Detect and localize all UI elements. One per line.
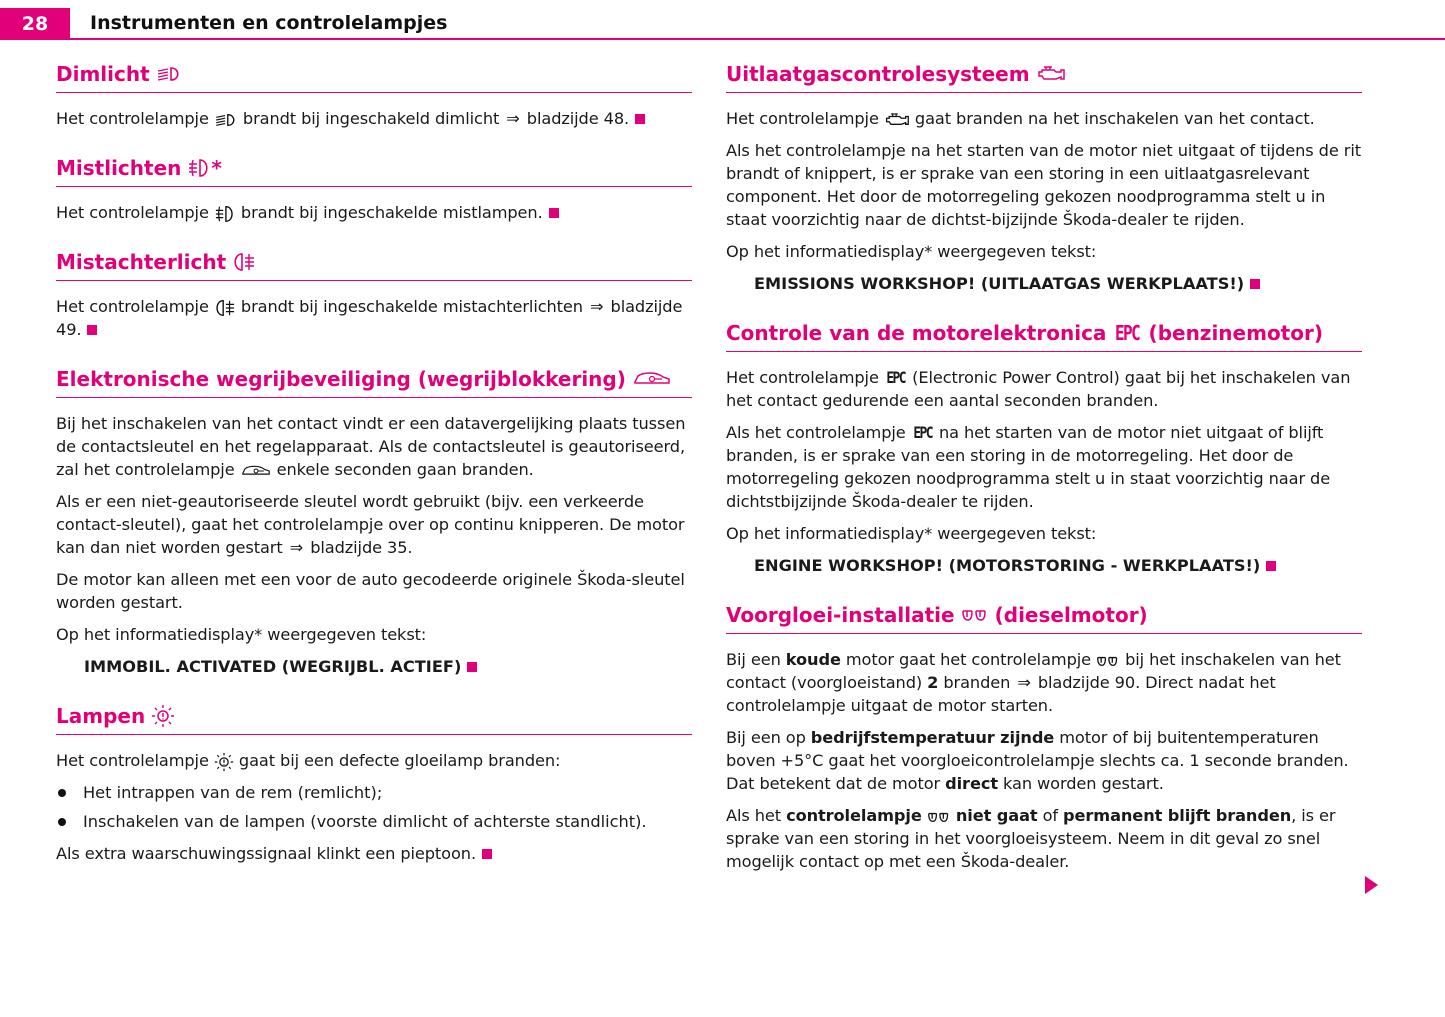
page-reference[interactable]: bladzijde 49. xyxy=(56,297,683,339)
glow-plug-icon xyxy=(927,810,951,824)
paragraph: De motor kan alleen met een voor de auto gecodeerde originele Škoda-sleutel worden gestart. xyxy=(56,570,685,612)
paragraph: Het controlelampje gaat branden na het inschakelen van het contact. xyxy=(726,109,1315,128)
paragraph: Het controlelampje brandt bij ingeschakelde mistachterlichten ⇒ bladzijde 49. xyxy=(56,297,683,339)
paragraph: Op het informatiedisplay* weergegeven tekst: xyxy=(726,242,1097,261)
section-end-marker xyxy=(635,114,645,124)
page-reference[interactable]: bladzijde 90. Direct nadat het controlelampje uitgaat de motor starten. xyxy=(726,673,1276,715)
car-key-icon xyxy=(632,370,672,388)
reference-arrow-icon: ⇒ xyxy=(590,297,604,316)
paragraph: Bij een koude motor gaat het controlelampje bij het inschakelen van het contact (voorgloeistand) 2 branden ⇒ bladzijde 90. Direct nadat het controlelampje uitgaat de motor starten. xyxy=(726,650,1341,715)
section-end-marker xyxy=(467,662,477,672)
low-beam-icon xyxy=(214,112,238,128)
section-title: Mistachterlicht xyxy=(56,250,692,281)
section-title: Lampen xyxy=(56,704,692,735)
page-header xyxy=(0,0,1445,42)
paragraph: Als er een niet-geautoriseerde sleutel wordt gebruikt (bijv. een verkeerde contact-sleutel), gaat het controlelampje over op continu knipperen. De motor kan dan niet worden gestart ⇒ bladzijde 35. xyxy=(56,492,685,557)
display-message: EMISSIONS WORKSHOP! (UITLAATGAS WERKPLAATS!) xyxy=(754,272,1362,295)
section-title: Elektronische wegrijbeveiliging (wegrijblokkering) xyxy=(56,367,692,398)
header-divider xyxy=(70,38,1445,40)
section-end-marker xyxy=(549,208,559,218)
bulb-failure-icon xyxy=(214,752,234,772)
glow-plug-icon xyxy=(1096,654,1120,668)
section-title: Mistlichten * xyxy=(56,156,692,187)
bulb-failure-icon xyxy=(151,704,175,728)
next-page-arrow-icon[interactable] xyxy=(1365,876,1378,894)
bullet-list xyxy=(56,781,692,833)
display-message: ENGINE WORKSHOP! (MOTORSTORING - WERKPLAATS!) xyxy=(754,554,1362,577)
list-item: Het intrappen van de rem (remlicht); xyxy=(56,781,692,804)
paragraph: Het controlelampje brandt bij ingeschakelde mistlampen. xyxy=(56,201,692,224)
section-title: Voorgloei-installatie (dieselmotor) xyxy=(726,603,1362,634)
section-title: Uitlaatgascontrolesysteem xyxy=(726,62,1362,93)
left-column xyxy=(56,62,692,874)
epc-icon: EPC xyxy=(1115,321,1140,345)
front-fog-light-icon xyxy=(214,204,236,224)
reference-arrow-icon: ⇒ xyxy=(289,538,304,557)
paragraph: Het controlelampje brandt bij ingeschakeld dimlicht ⇒ bladzijde 48. xyxy=(56,107,692,130)
paragraph: Als het controlelampje na het starten van de motor niet uitgaat of tijdens de rit brandt of knippert, is er sprake van een storing in een uitlaatgasrelevant component. Het door de motorregeling gekozen noodprogramma stelt u in staat voorzichtig naar de dichtst-bijzijnde Škoda-dealer te rijden. xyxy=(726,141,1361,229)
paragraph: Bij een op bedrijfstemperatuur zijnde motor of bij buitentemperaturen boven +5°C gaat het voorgloeicontrolelampje slechts ca. 1 seconde branden. Dat betekent dat de motor direct kan worden gestart. xyxy=(726,728,1349,793)
paragraph: Op het informatiedisplay* weergegeven tekst: xyxy=(726,524,1097,543)
section-mistachterlicht xyxy=(56,250,692,341)
paragraph: Het controlelampje gaat bij een defecte gloeilamp branden: xyxy=(56,751,561,770)
section-dimlicht xyxy=(56,62,692,130)
engine-icon xyxy=(884,112,910,128)
section-title: Controle van de motorelektronica EPC (benzinemotor) xyxy=(726,321,1362,352)
paragraph: Als extra waarschuwingssignaal klinkt een pieptoon. xyxy=(56,842,692,865)
reference-arrow-icon: ⇒ xyxy=(506,109,520,128)
page-reference[interactable]: bladzijde 48. xyxy=(526,109,630,128)
reference-arrow-icon: ⇒ xyxy=(1017,673,1031,692)
car-key-icon xyxy=(240,464,272,478)
section-mistlichten xyxy=(56,156,692,224)
section-end-marker xyxy=(87,325,97,335)
section-voorgloei xyxy=(726,603,1362,873)
section-title: Dimlicht xyxy=(56,62,692,93)
rear-fog-light-icon xyxy=(214,298,236,318)
paragraph: Als het controlelampje EPC na het starten van de motor niet uitgaat of blijft branden, is er sprake van een storing in de motorregeling. Het door de motorregeling gekozen noodprogramma stelt u in staat voorzichtig naar de dichtstbijzijnde Škoda-dealer te rijden. xyxy=(726,423,1331,511)
page-reference[interactable]: bladzijde 35. xyxy=(310,538,413,557)
epc-icon: EPC xyxy=(913,423,932,442)
section-end-marker xyxy=(482,849,492,859)
section-epc xyxy=(726,321,1362,577)
glow-plug-icon xyxy=(961,607,989,623)
list-item: Inschakelen van de lampen (voorste dimlicht of achterste standlicht). xyxy=(56,810,692,833)
front-fog-light-icon xyxy=(187,157,211,179)
section-immobilizer xyxy=(56,367,692,678)
section-uitlaatgas xyxy=(726,62,1362,295)
paragraph: Als het controlelampje niet gaat of permanent blijft branden, is er sprake van een storing in het voorgloeisysteem. Neem in dit geval zo snel mogelijk contact op met een Škoda-dealer. xyxy=(726,806,1336,871)
rear-fog-light-icon xyxy=(232,251,256,273)
paragraph: Op het informatiedisplay* weergegeven tekst: xyxy=(56,625,427,644)
epc-icon: EPC xyxy=(886,368,905,387)
section-end-marker xyxy=(1266,561,1276,571)
section-end-marker xyxy=(1250,279,1260,289)
section-lampen xyxy=(56,704,692,865)
page-title: Instrumenten en controlelampjes xyxy=(90,12,448,34)
paragraph: Het controlelampje EPC (Electronic Power Control) gaat bij het inschakelen van het contact gedurende een aantal seconden branden. xyxy=(726,368,1351,410)
right-column xyxy=(726,62,1362,882)
paragraph: Bij het inschakelen van het contact vindt er een datavergelijking plaats tussen de contactsleutel en het regelapparaat. Als de contactsleutel is geautoriseerd, zal het controlelampje enkele seconden gaan branden. xyxy=(56,414,686,479)
low-beam-icon xyxy=(156,65,182,83)
page-number: 28 xyxy=(0,8,70,40)
engine-icon xyxy=(1036,65,1066,83)
display-message: IMMOBIL. ACTIVATED (WEGRIJBL. ACTIEF) xyxy=(84,655,692,678)
